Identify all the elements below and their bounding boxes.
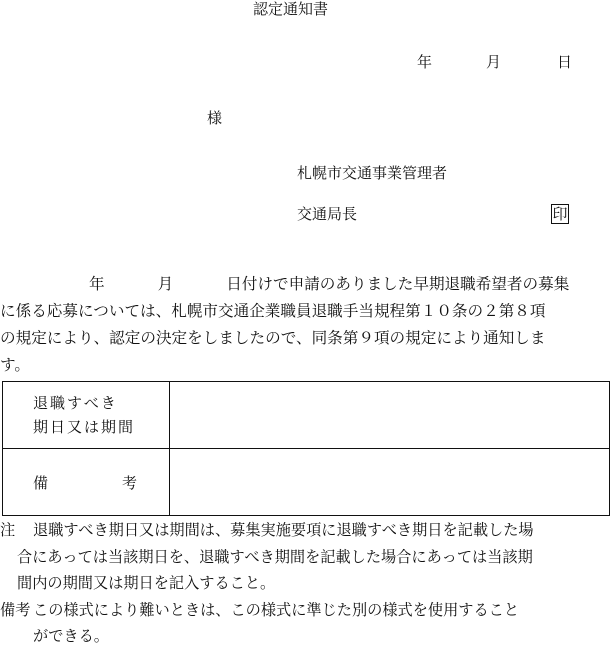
remarks-label-cell [3, 449, 170, 516]
remarks-value-cell[interactable] [170, 449, 610, 516]
note-head: 注 [0, 521, 16, 539]
retirement-date-label-line-1: 退職すべき [33, 394, 118, 412]
seal-stamp: 印 [552, 205, 568, 223]
document-title: 認定通知書 [253, 0, 329, 18]
date-year-label: 年 [417, 53, 433, 71]
retirement-date-label-cell [3, 382, 170, 449]
table-row [3, 382, 610, 449]
date-month-label: 月 [486, 53, 502, 71]
remark-head: 備考 [0, 600, 31, 619]
sender-title: 交通局長 [297, 205, 358, 223]
remarks-label-char-2: 考 [121, 473, 137, 492]
body-line-text: 日付けで申請のありました早期退職希望者の募集 [226, 275, 570, 293]
body-year-label: 年 [89, 275, 105, 293]
date-day-label: 日 [557, 53, 573, 71]
table-row [3, 449, 610, 516]
body-month-label: 月 [157, 275, 174, 293]
remark-line: 備考 この様式により難いときは、この様式に準じた別の様式を使用すること [0, 597, 611, 624]
body-line: に係る応募については、札幌市交通企業職員退職手当規程第１０条の２第８項 [0, 302, 546, 320]
body-line: す。 [0, 356, 30, 374]
notice-body [0, 271, 611, 379]
sender-organization: 札幌市交通事業管理者 [297, 164, 448, 182]
body-line [0, 271, 611, 298]
remark-line: ができる。 [33, 627, 109, 645]
retirement-date-value-cell[interactable] [170, 382, 610, 449]
note-line: 合にあっては当該期日を、退職すべき期間を記載した場合にあっては当該期 [17, 547, 533, 566]
info-table [2, 381, 610, 516]
note-line: 注 退職すべき期日又は期間は、募集実施要項に退職すべき期日を記載した場 [0, 517, 611, 544]
remarks-label-char-1: 備 [33, 473, 49, 492]
retirement-date-label-line-2: 期日又は期間 [33, 418, 136, 436]
addressee-honorific: 様 [207, 109, 223, 127]
footnotes [0, 517, 611, 650]
note-line: 間内の期間又は期日を記入すること。 [17, 574, 276, 592]
body-line: の規定により、認定の決定をしましたので、同条第９項の規定により通知しま [0, 329, 546, 347]
